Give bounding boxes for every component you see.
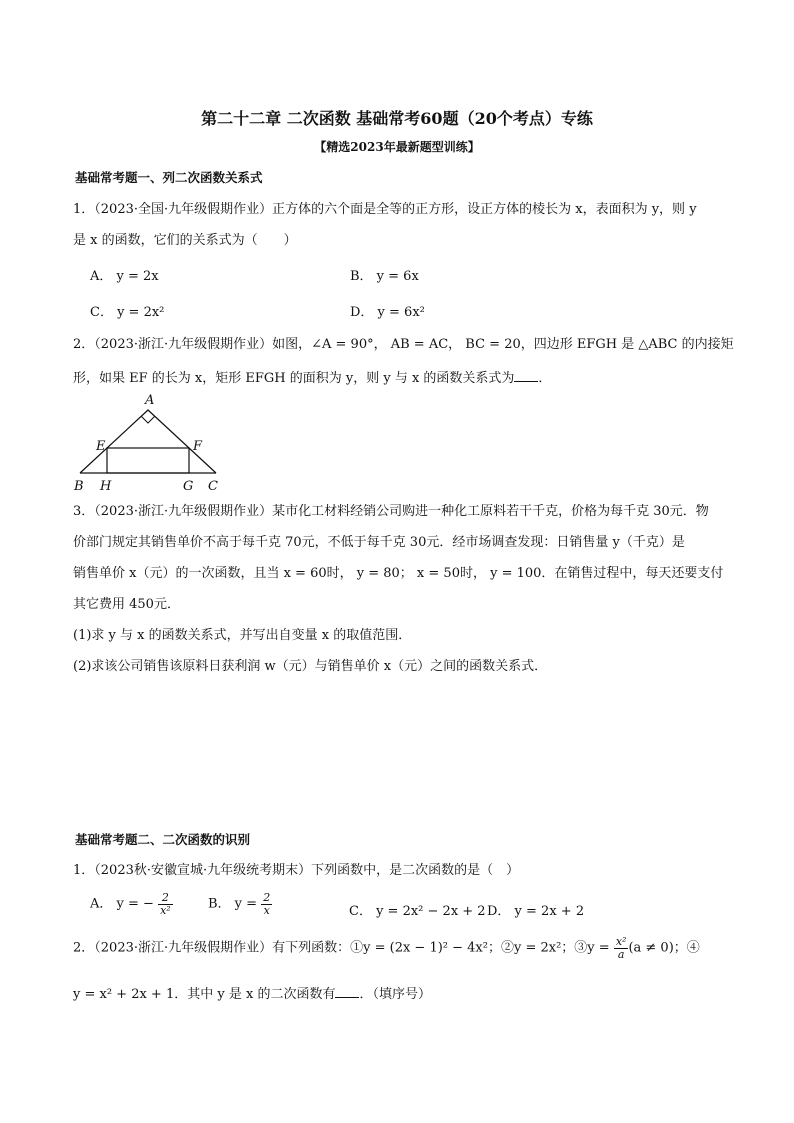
q2-2-line1 bbox=[73, 936, 700, 960]
frac-den: a bbox=[617, 947, 625, 961]
q1-1-option-a: A． y = 2x bbox=[90, 269, 159, 284]
q1-3-sub1: (1)求 y 与 x 的函数关系式，并写出自变量 x 的取值范围． bbox=[73, 628, 412, 643]
frac-num: 2 bbox=[263, 891, 271, 904]
q2-1-option-a bbox=[90, 892, 173, 916]
q1-1-option-b: B． y = 6x bbox=[350, 269, 419, 284]
label-f: F bbox=[193, 439, 203, 454]
answer-blank bbox=[335, 985, 359, 998]
label-a: A bbox=[145, 393, 155, 408]
q2-1-option-a-prefix: A． y = − bbox=[90, 896, 154, 912]
q1-3-line1: 3．（2023·浙江·九年级假期作业）某市化工材料经销公司购进一种化工原料若干千克，价格为每千克 30元．物 bbox=[73, 504, 709, 519]
q2-1-option-b-fraction bbox=[261, 892, 272, 916]
q1-1-line2: 是 x 的函数，它们的关系式为（ ） bbox=[73, 233, 297, 248]
q1-2-line2-text: 形，如果 EF 的长为 x，矩形 EFGH 的面积为 y，则 y 与 x 的函数关系式为 bbox=[73, 371, 515, 386]
frac-den: x bbox=[263, 903, 270, 917]
q2-2-fraction bbox=[614, 936, 629, 960]
q2-2-line2-end: ．（填序号） bbox=[359, 987, 431, 1002]
frac-num: x² bbox=[615, 935, 627, 948]
page-title: 第二十二章 二次函数 基础常考60题（20个考点）专练 bbox=[201, 109, 593, 128]
q2-2-line1-text: 2．（2023·浙江·九年级假期作业）有下列函数：①y = (2x − 1)² − 4x²；②y = 2x²；③y = bbox=[73, 940, 610, 956]
q1-3-line4: 其它费用 450元． bbox=[73, 597, 180, 612]
frac-num: 2 bbox=[158, 892, 173, 905]
q1-2-line1: 2．（2023·浙江·九年级假期作业）如图，∠A = 90°， AB = AC， BC = 20，四边形 EFGH 是 △ABC 的内接矩 bbox=[73, 337, 734, 352]
q1-2-line2 bbox=[73, 369, 551, 385]
right-angle-mark bbox=[141, 416, 155, 423]
q2-1-option-b bbox=[208, 892, 272, 916]
label-e: E bbox=[96, 439, 106, 454]
label-h: H bbox=[100, 479, 112, 494]
section-heading-1: 基础常考题一、列二次函数关系式 bbox=[75, 170, 263, 185]
frac-den: x² bbox=[160, 903, 171, 917]
label-c: C bbox=[208, 479, 218, 494]
label-b: B bbox=[74, 479, 84, 494]
page-subtitle: 【精选2023年最新题型训练】 bbox=[314, 140, 480, 154]
q2-1-option-b-prefix: B． y = bbox=[208, 896, 258, 912]
q2-1-option-d: D． y = 2x + 2 bbox=[487, 904, 585, 919]
q2-1-line1: 1．（2023秋·安徽宣城·九年级统考期末）下列函数中，是二次函数的是（ ） bbox=[73, 863, 520, 878]
rectangle-efgh bbox=[107, 448, 189, 473]
q1-1-option-d: D． y = 6x² bbox=[350, 305, 425, 320]
q2-2-line1-end: (a ≠ 0)；④ bbox=[628, 940, 700, 956]
answer-blank bbox=[514, 369, 538, 382]
q2-2-line2-text: y = x² + 2x + 1．其中 y 是 x 的二次函数有 bbox=[73, 987, 336, 1002]
q1-3-line3: 销售单价 x（元）的一次函数，且当 x = 60时， y = 80； x = 50时， y = 100．在销售过程中，每天还要支付 bbox=[73, 566, 724, 581]
label-g: G bbox=[183, 479, 194, 494]
q1-3-line2: 价部门规定其销售单价不高于每千克 70元，不低于每千克 30元．经市场调查发现：日销售量 y（千克）是 bbox=[73, 535, 685, 550]
q2-1-option-a-fraction bbox=[158, 892, 173, 916]
q1-3-sub2: (2)求该公司销售该原料日获利润 w（元）与销售单价 x（元）之间的函数关系式． bbox=[73, 659, 548, 674]
section-heading-2: 基础常考题二、二次函数的识别 bbox=[75, 832, 251, 847]
q1-1-option-c: C． y = 2x² bbox=[90, 305, 165, 320]
q1-2-line2-end: ． bbox=[538, 371, 552, 386]
q1-1-line1: 1．（2023·全国·九年级假期作业）正方体的六个面是全等的正方形，设正方体的棱长为 x，表面积为 y，则 y bbox=[73, 202, 697, 217]
triangle-figure bbox=[70, 388, 240, 498]
q2-2-line2 bbox=[73, 985, 431, 1001]
q2-1-option-c: C． y = 2x² − 2x + 2 bbox=[349, 904, 486, 919]
